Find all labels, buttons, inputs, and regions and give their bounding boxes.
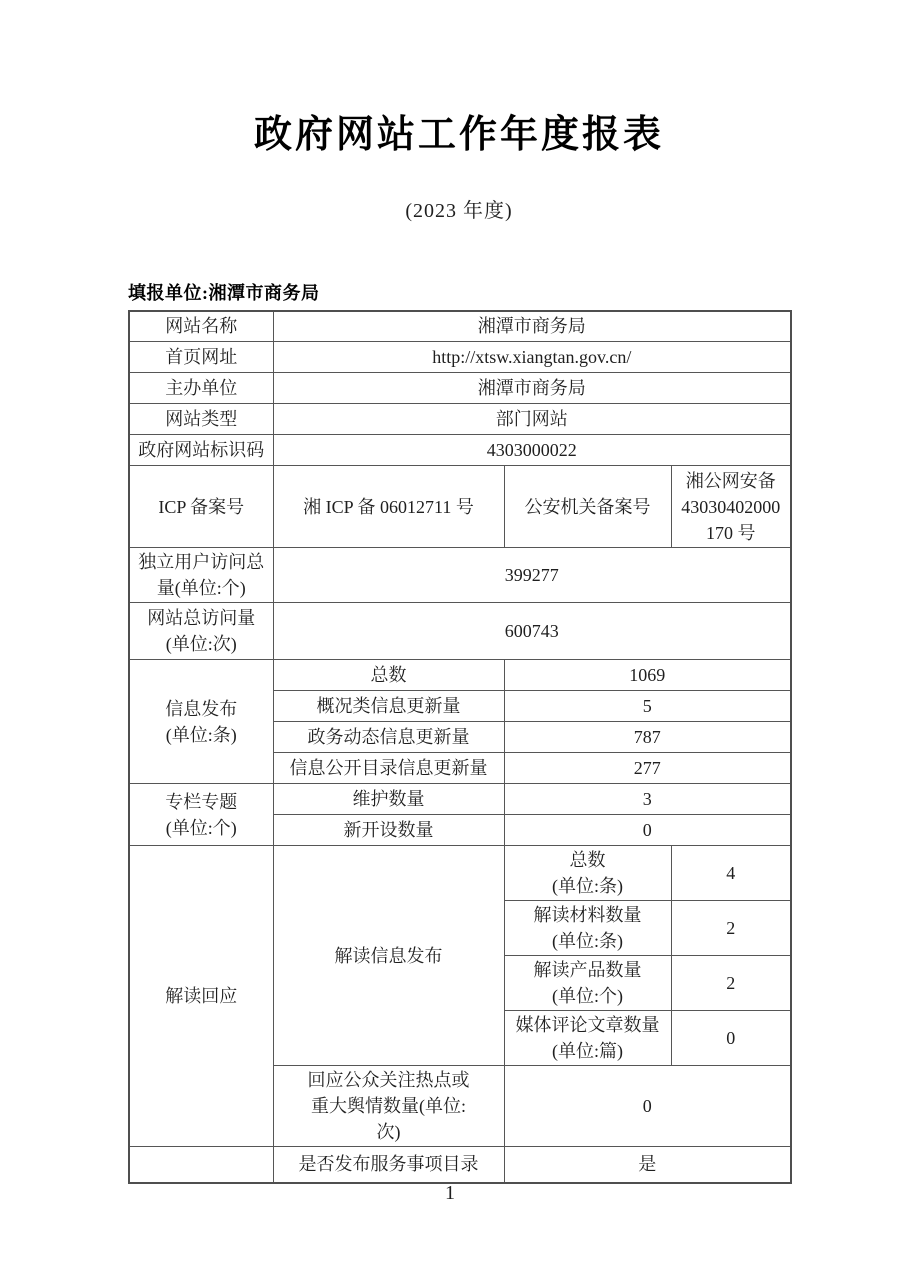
- info-publish-section-label: 信息发布 (单位:条): [129, 660, 273, 784]
- interpret-material-label: 解读材料数量 (单位:条): [504, 901, 671, 956]
- row-label-homepage-url: 首页网址: [129, 342, 273, 373]
- table-row: [129, 660, 791, 691]
- public-response-value: 0: [504, 1066, 791, 1147]
- info-overview-label: 概况类信息更新量: [273, 691, 504, 722]
- info-directory-value: 277: [504, 753, 791, 784]
- info-total-value: 1069: [504, 660, 791, 691]
- row-label-host-unit: 主办单位: [129, 373, 273, 404]
- report-content: [128, 0, 790, 1184]
- police-record-value-cell: 湘公网安备 43030402000 170 号: [671, 466, 791, 548]
- row-value-unique-visitors: 399277: [273, 548, 791, 603]
- table-row-icp: [129, 466, 791, 548]
- table-row: [129, 548, 791, 603]
- page-number: 1: [445, 1182, 455, 1204]
- table-row: [129, 603, 791, 660]
- info-directory-label: 信息公开目录信息更新量: [273, 753, 504, 784]
- row-label-total-visits: 网站总访问量 (单位:次): [129, 603, 273, 660]
- interpret-response-section-label: 解读回应: [129, 846, 273, 1147]
- interpret-material-value: 2: [671, 901, 791, 956]
- row-label-unique-visitors: 独立用户访问总 量(单位:个): [129, 548, 273, 603]
- row-value-website-name: 湘潭市商务局: [273, 311, 791, 342]
- info-dynamic-label: 政务动态信息更新量: [273, 722, 504, 753]
- icp-value-cell: 湘 ICP 备 06012711 号: [273, 466, 504, 548]
- info-dynamic-value: 787: [504, 722, 791, 753]
- service-directory-label: 是否发布服务事项目录: [273, 1147, 504, 1183]
- page-subtitle: (2023 年度): [405, 199, 513, 222]
- interpret-total-label: 总数 (单位:条): [504, 846, 671, 901]
- table-row: [129, 342, 791, 373]
- info-total-label: 总数: [273, 660, 504, 691]
- interpret-publish-label: 解读信息发布: [273, 846, 504, 1066]
- table-row: [129, 846, 791, 901]
- table-row: [129, 435, 791, 466]
- table-row: [129, 373, 791, 404]
- table-row: [129, 404, 791, 435]
- row-label-website-name: 网站名称: [129, 311, 273, 342]
- table-row: [129, 784, 791, 815]
- media-comment-value: 0: [671, 1011, 791, 1066]
- row-value-website-type: 部门网站: [273, 404, 791, 435]
- column-new-value: 0: [504, 815, 791, 846]
- row-label-site-id-code: 政府网站标识码: [129, 435, 273, 466]
- media-comment-label: 媒体评论文章数量 (单位:篇): [504, 1011, 671, 1066]
- row-value-homepage-url: http://xtsw.xiangtan.gov.cn/: [273, 342, 791, 373]
- annual-report-table: [128, 310, 792, 1184]
- interpret-total-value: 4: [671, 846, 791, 901]
- interpret-product-label: 解读产品数量 (单位:个): [504, 956, 671, 1011]
- page-title: 政府网站工作年度报表: [253, 114, 664, 156]
- police-record-label-cell: 公安机关备案号: [504, 466, 671, 548]
- table-row: [129, 311, 791, 342]
- row-value-total-visits: 600743: [273, 603, 791, 660]
- empty-cell: [129, 1147, 273, 1183]
- service-directory-value: 是: [504, 1147, 791, 1183]
- column-new-label: 新开设数量: [273, 815, 504, 846]
- row-value-site-id-code: 4303000022: [273, 435, 791, 466]
- row-label-website-type: 网站类型: [129, 404, 273, 435]
- table-row: [129, 1147, 791, 1183]
- column-maintain-label: 维护数量: [273, 784, 504, 815]
- public-response-label: 回应公众关注热点或 重大舆情数量(单位: 次): [273, 1066, 504, 1147]
- icp-label-cell: ICP 备案号: [129, 466, 273, 548]
- reporting-unit-line: 填报单位:湘潭市商务局: [128, 282, 320, 303]
- special-column-section-label: 专栏专题 (单位:个): [129, 784, 273, 846]
- info-overview-value: 5: [504, 691, 791, 722]
- row-value-host-unit: 湘潭市商务局: [273, 373, 791, 404]
- interpret-product-value: 2: [671, 956, 791, 1011]
- column-maintain-value: 3: [504, 784, 791, 815]
